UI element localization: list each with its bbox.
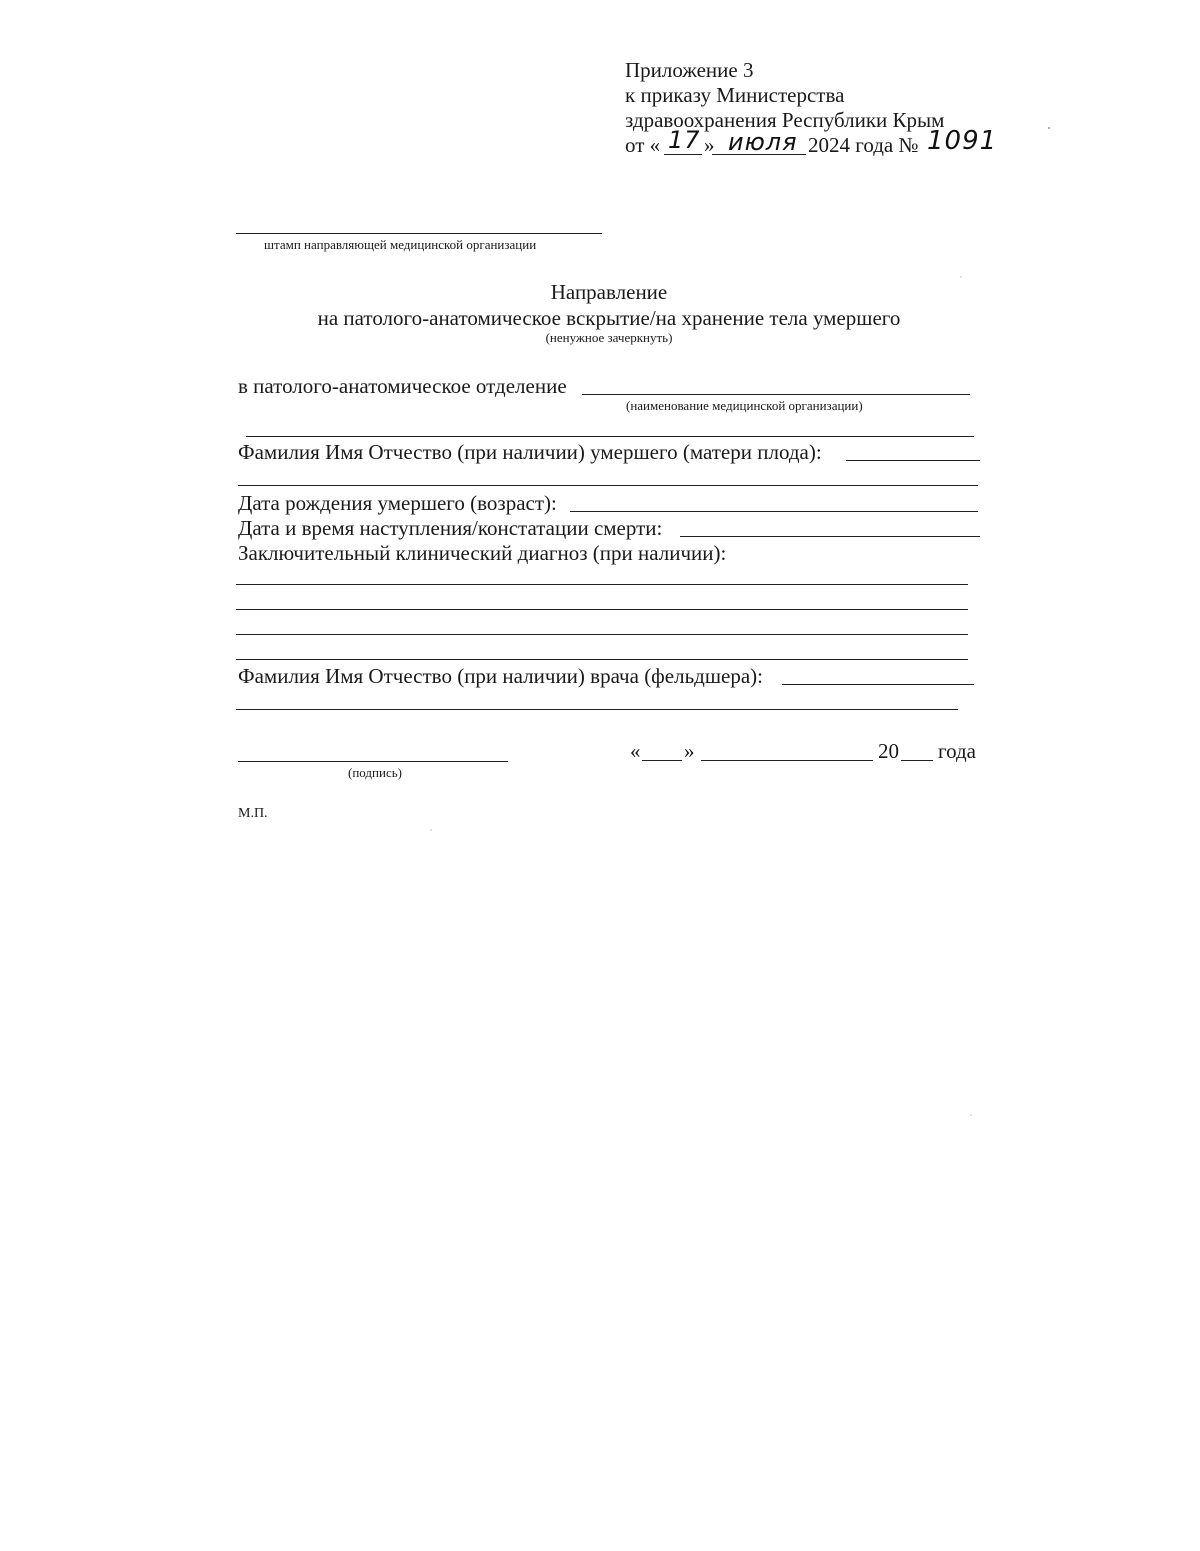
deceased-name-field-line-2 — [238, 485, 978, 486]
order-date-prefix: от « — [625, 133, 661, 157]
department-field-line-2 — [246, 436, 974, 437]
order-date-quote-close: » — [704, 133, 715, 157]
order-number: 1091 — [927, 126, 998, 156]
diagnosis-line-4 — [236, 659, 968, 660]
signature-line — [238, 761, 508, 762]
order-date-month: июля — [728, 128, 798, 156]
order-date-day-line — [664, 154, 702, 155]
date-open-quote: « — [630, 739, 641, 763]
order-date-year: 2024 года № — [808, 133, 919, 157]
order-date-day: 17 — [668, 126, 701, 154]
birth-date-field-line — [570, 511, 978, 512]
signature-caption: (подпись) — [348, 765, 402, 780]
document-title: Направление — [550, 280, 668, 304]
order-reference: к приказу Министерства — [625, 83, 845, 107]
scan-speck — [960, 276, 962, 278]
date-year-line — [901, 760, 933, 761]
doctor-name-field-line-2 — [236, 709, 958, 710]
seal-label: М.П. — [238, 806, 268, 821]
document-subtitle: на патолого-анатомическое вскрытие/на хранение тела умершего — [317, 306, 901, 330]
appendix-title: Приложение 3 — [625, 58, 754, 82]
diagnosis-line-1 — [236, 584, 968, 585]
deceased-name-field-line — [846, 460, 980, 461]
scan-speck — [970, 1114, 972, 1116]
deceased-name-label: Фамилия Имя Отчество (при наличии) умершего (матери плода): — [238, 440, 822, 464]
death-time-label: Дата и время наступления/констатации смерти: — [238, 516, 663, 540]
birth-date-label: Дата рождения умершего (возраст): — [238, 491, 557, 515]
date-year-prefix: 20 — [878, 739, 899, 763]
order-date-month-line — [712, 154, 806, 155]
diagnosis-line-3 — [236, 634, 968, 635]
department-caption: (наименование медицинской организации) — [626, 398, 863, 413]
date-month-line — [701, 760, 873, 761]
department-label: в патолого-анатомическое отделение — [238, 374, 567, 398]
date-day-line — [642, 760, 682, 761]
stamp-line — [236, 233, 602, 234]
doctor-name-label: Фамилия Имя Отчество (при наличии) врача (фельдшера): — [238, 664, 763, 688]
strike-out-note: (ненужное зачеркнуть) — [545, 330, 673, 345]
death-time-field-line — [680, 536, 980, 537]
ministry-name: здравоохранения Республики Крым — [625, 108, 945, 132]
date-year-suffix: года — [938, 739, 976, 763]
stamp-caption: штамп направляющей медицинской организации — [264, 237, 537, 252]
department-field-line — [582, 394, 970, 395]
doctor-name-field-line — [782, 684, 974, 685]
scan-speck — [1048, 127, 1050, 129]
date-close-quote: » — [684, 739, 695, 763]
diagnosis-line-2 — [236, 609, 968, 610]
diagnosis-label: Заключительный клинический диагноз (при наличии): — [238, 541, 727, 565]
scan-speck — [430, 829, 432, 831]
